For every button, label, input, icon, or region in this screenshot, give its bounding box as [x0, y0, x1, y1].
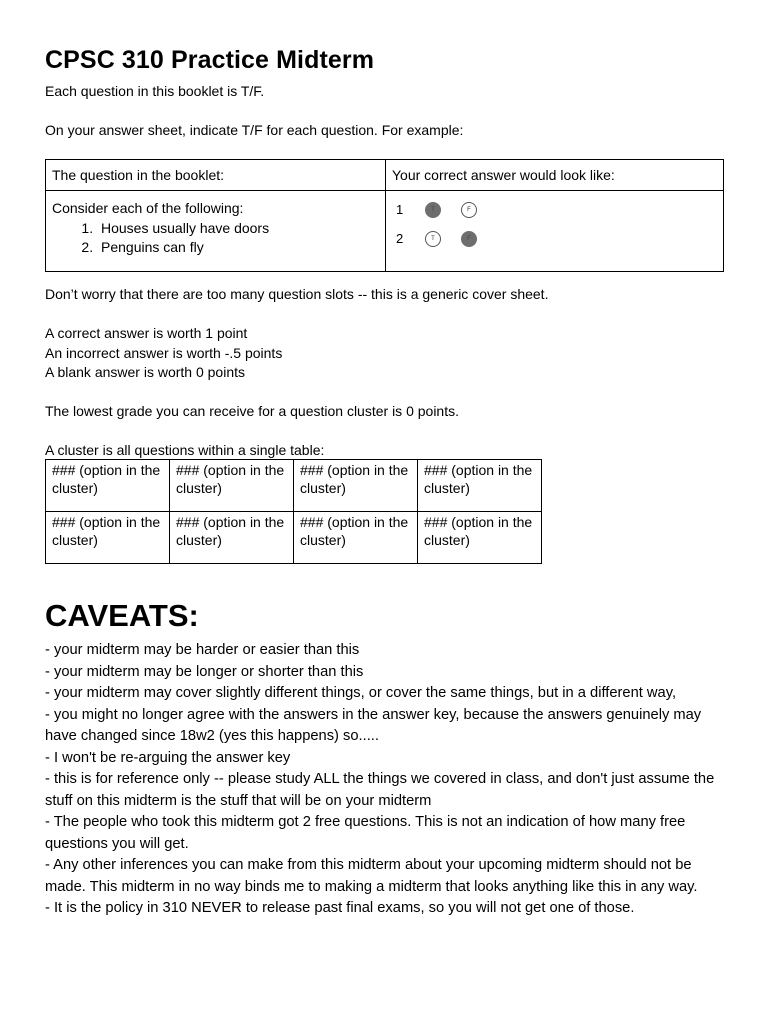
table-cell: ### (option in the cluster) [46, 512, 170, 564]
caveat-item: - Any other inferences you can make from this midterm about your upcoming midterm should not be made. This midterm in no way binds me to making a midterm that looks anything like this in any way. [45, 857, 698, 895]
cluster-table [45, 459, 542, 564]
slots-note: Don’t worry that there are too many question slots -- this is a generic cover sheet. [45, 286, 549, 302]
intro-text: Each question in this booklet is T/F. [45, 83, 265, 99]
table-row [46, 512, 542, 564]
example-question-cell [46, 191, 386, 272]
example-header-question: The question in the booklet: [46, 160, 386, 191]
table-cell: ### (option in the cluster) [294, 460, 418, 512]
scoring-correct: A correct answer is worth 1 point [45, 325, 248, 341]
true-bubble: T [425, 231, 441, 247]
scoring-blank: A blank answer is worth 0 points [45, 364, 245, 380]
table-cell: ### (option in the cluster) [418, 512, 542, 564]
caveat-item: - I won't be re-arguing the answer key [45, 749, 291, 766]
caveat-item: - your midterm may be longer or shorter than this [45, 663, 364, 680]
caveats-list [45, 640, 735, 920]
table-cell: ### (option in the cluster) [294, 512, 418, 564]
table-row [46, 460, 542, 512]
instruction-text: On your answer sheet, indicate T/F for each question. For example: [45, 122, 464, 138]
scoring-incorrect: An incorrect answer is worth -.5 points [45, 344, 283, 361]
example-question-text: Consider each of the following: [52, 200, 244, 216]
caveat-item: - It is the policy in 310 NEVER to release past final exams, so you will not get one of those. [45, 900, 635, 916]
false-bubble: F [461, 202, 477, 218]
list-item: 2. Penguins can fly [97, 238, 379, 258]
caveat-item: - you might no longer agree with the answers in the answer key, because the answers genuinely may have changed since 18w2 (yes this happens) so..... [45, 706, 702, 744]
caveat-item: - your midterm may be harder or easier than this [45, 642, 360, 658]
caveat-item: - your midterm may cover slightly different things, or cover the same things, but in a different way, [45, 685, 677, 701]
example-item-list [52, 219, 379, 258]
example-table [45, 159, 724, 272]
caveats-heading: CAVEATS: [45, 598, 199, 633]
cluster-intro-text: A cluster is all questions within a single table: [45, 442, 325, 458]
answer-number: 2 [396, 231, 404, 246]
example-header-answer: Your correct answer would look like: [386, 160, 724, 191]
caveat-item: - this is for reference only -- please study ALL the things we covered in class, and don't just assume the stuff on this midterm is the stuff that will be on your midterm [45, 771, 715, 809]
table-cell: ### (option in the cluster) [170, 460, 294, 512]
table-cell: ### (option in the cluster) [170, 512, 294, 564]
list-item: 1. Houses usually have doors [97, 219, 379, 239]
true-bubble-filled: T [425, 202, 441, 218]
answer-row [392, 195, 717, 224]
false-bubble-filled: F [461, 231, 477, 247]
answer-row [392, 224, 717, 253]
caveat-item: - The people who took this midterm got 2 free questions. This is not an indication of how many free questions you will get. [45, 814, 686, 852]
example-answer-cell [386, 191, 724, 272]
page-title: CPSC 310 Practice Midterm [45, 46, 375, 74]
answer-number: 1 [396, 202, 404, 217]
table-cell: ### (option in the cluster) [418, 460, 542, 512]
lowest-grade-text: The lowest grade you can receive for a question cluster is 0 points. [45, 403, 459, 419]
table-cell: ### (option in the cluster) [46, 460, 170, 512]
